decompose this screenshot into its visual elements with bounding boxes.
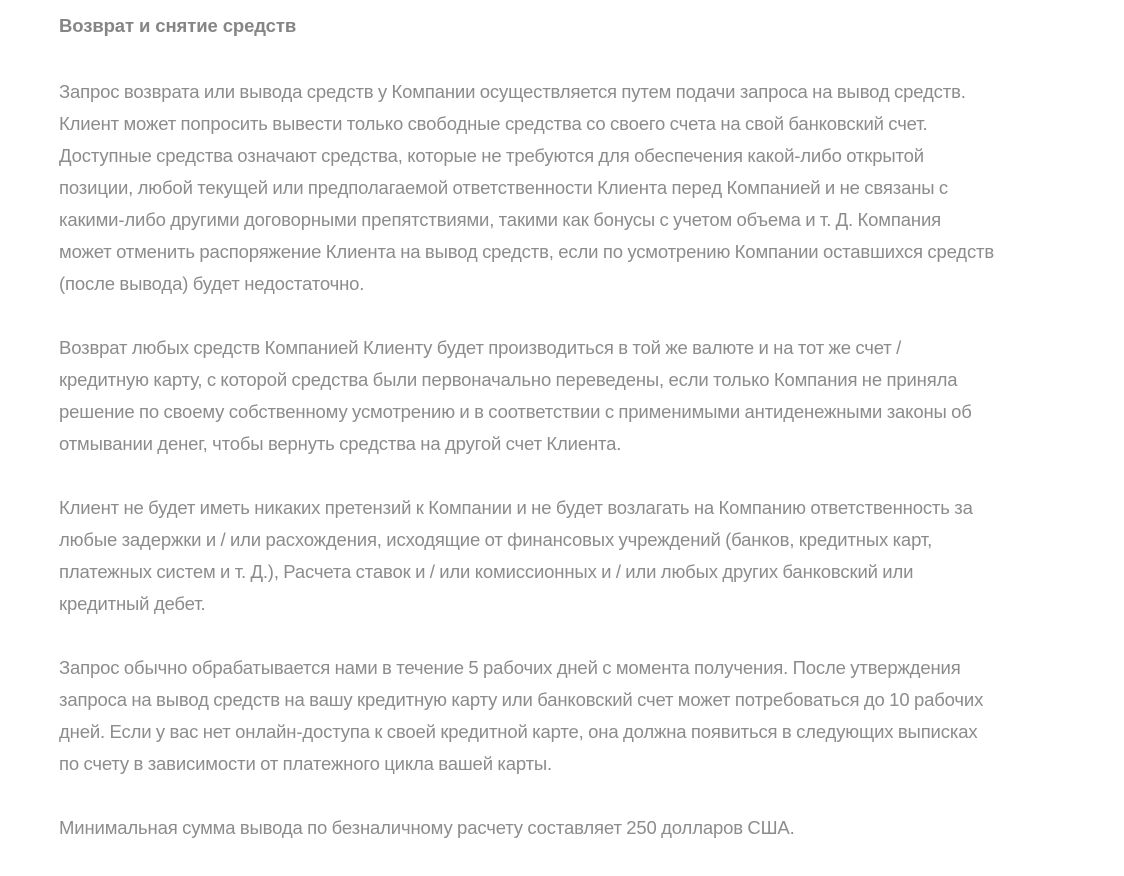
paragraph-line: Клиент может попросить вывести только свободные средства со своего счета на свой банковский счет. [59,113,928,134]
paragraph-line: кредитный дебет. [59,593,206,614]
paragraph-line: Запрос возврата или вывода средств у Компании осуществляется путем подачи запроса на вывод средств. [59,81,966,102]
paragraph-line: любые задержки и / или расхождения, исходящие от финансовых учреждений (банков, кредитных карт, [59,529,933,550]
paragraph-line: дней. Если у вас нет онлайн-доступа к своей кредитной карте, она должна появиться в следующих выписках [59,721,978,742]
paragraph-line: (после вывода) будет недостаточно. [59,273,365,294]
document-content [59,12,1079,876]
section-heading: Возврат и снятие средств [59,15,297,36]
paragraph-line: запроса на вывод средств на вашу кредитную карту или банковский счет может потребоваться до 10 рабочих [59,689,984,710]
paragraph-line: платежных систем и т. Д.), Расчета ставок и / или комиссионных и / или любых других банковский или [59,561,914,582]
paragraph-line: Запрос обычно обрабатывается нами в течение 5 рабочих дней с момента получения. После утверждения [59,657,961,678]
paragraph-line: отмывании денег, чтобы вернуть средства на другой счет Клиента. [59,433,622,454]
paragraph-line: решение по своему собственному усмотрению и в соответствии с применимыми антиденежными законы об [59,401,972,422]
paragraph-line: позиции, любой текущей или предполагаемой ответственности Клиента перед Компанией и не связаны с [59,177,949,198]
paragraph-withdrawal-request [59,76,1079,300]
paragraph-refund-currency [59,332,1079,460]
paragraph-line: по счету в зависимости от платежного цикла вашей карты. [59,753,553,774]
paragraph-line: может отменить распоряжение Клиента на вывод средств, если по усмотрению Компании оставшихся средств [59,241,995,262]
paragraph-line: Минимальная сумма вывода по безналичному расчету составляет 250 долларов США. [59,817,795,838]
paragraph-line: кредитную карту, с которой средства были первоначально переведены, если только Компания не приняла [59,369,958,390]
paragraph-line: Доступные средства означают средства, которые не требуются для обеспечения какой-либо открытой [59,145,924,166]
paragraph-processing-time [59,652,1079,780]
paragraph-line: Клиент не будет иметь никаких претензий к Компании и не будет возлагать на Компанию ответственность за [59,497,973,518]
paragraph-minimum-amount [59,812,1079,844]
paragraph-line: какими-либо другими договорными препятствиями, такими как бонусы с учетом объема и т. Д. Компания [59,209,941,230]
paragraph-no-claims [59,492,1079,620]
paragraph-line: Возврат любых средств Компанией Клиенту будет производиться в той же валюте и на тот же счет / [59,337,902,358]
